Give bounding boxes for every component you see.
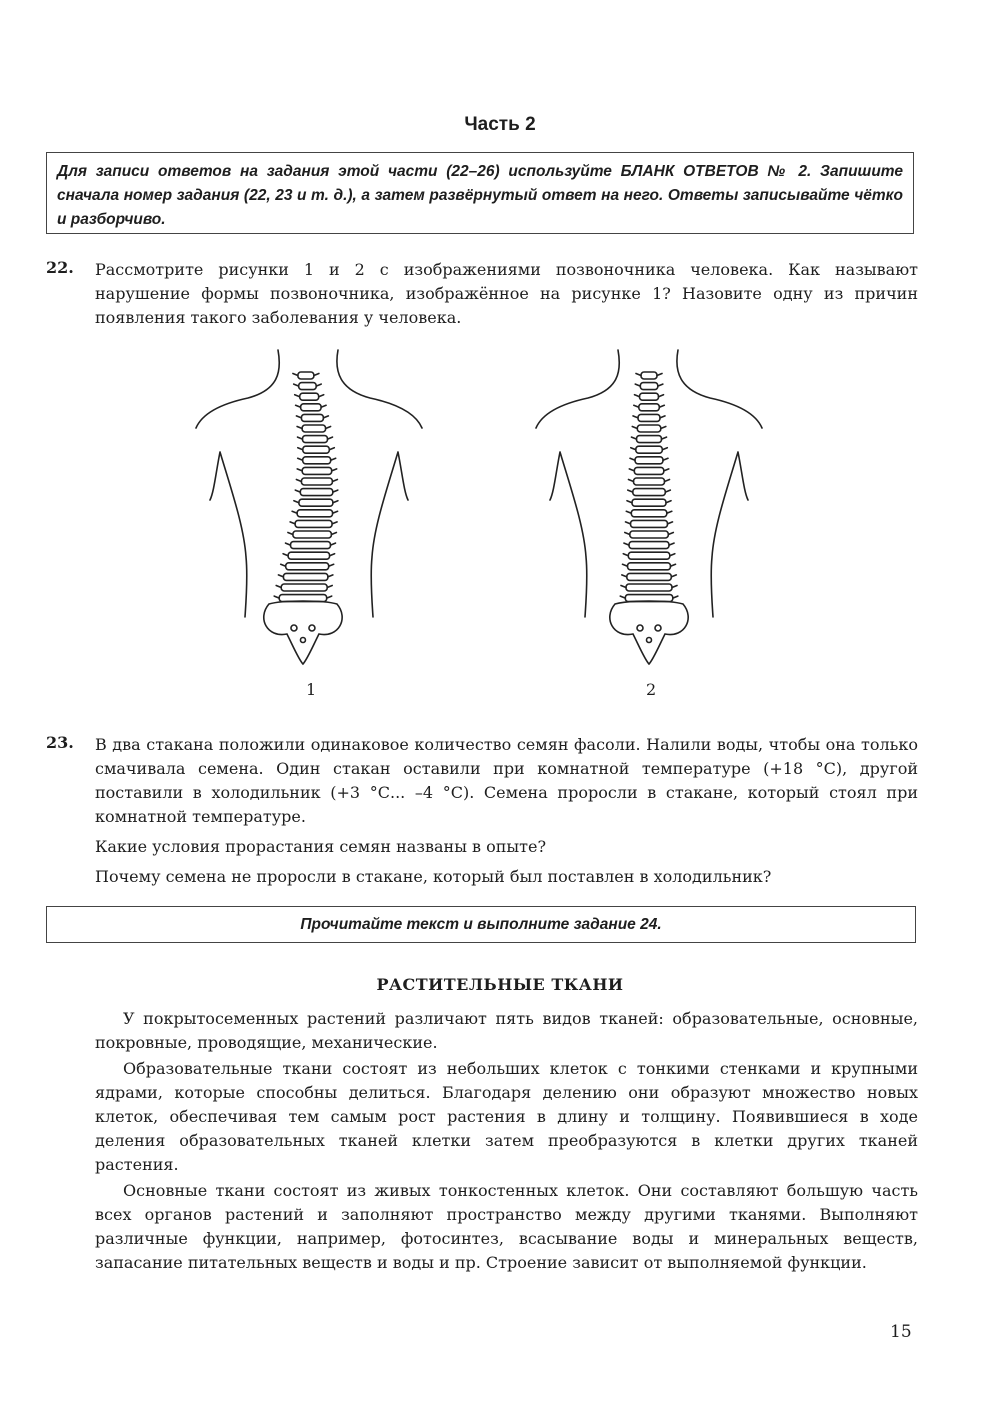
vertebra: [281, 584, 327, 591]
vertebra: [303, 446, 330, 453]
vertebra-process: [621, 586, 677, 588]
right-shoulder-outline: [677, 350, 762, 428]
vertebra: [628, 563, 671, 570]
vertebra-process: [295, 490, 338, 492]
vertebra-process: [620, 596, 678, 598]
vertebra: [628, 552, 670, 559]
passage-paragraph-1: У покрытосеменных растений различают пять видов тканей: образовательные, основные, покровные, проводящие, механические.: [95, 1009, 918, 1052]
vertebra: [637, 425, 661, 432]
vertebra: [636, 446, 663, 453]
question-22-number: 22.: [46, 258, 74, 277]
spine-figure-1: [190, 342, 430, 672]
vertebra: [302, 467, 332, 474]
vertebra: [300, 393, 319, 400]
vertebra: [288, 552, 330, 559]
vertebra: [295, 520, 332, 527]
question-23-text: [95, 733, 918, 889]
question-23-body: В два стакана положили одинаковое количество семян фасоли. Налили воды, чтобы она только смачивала семена. Один стакан оставили при комнатной температуре (+18 °С), другой поставили в холодильник (+3 °С... –4 °С). Семена проросли в стакане, который стоял при комнатной температуре.: [95, 735, 918, 826]
part-title: Часть 2: [464, 114, 536, 135]
vertebra-process: [623, 564, 676, 566]
vertebra: [637, 436, 662, 443]
pelvis: [264, 601, 342, 664]
question-23-number: 23.: [46, 733, 74, 752]
vertebra: [638, 414, 660, 421]
vertebra: [639, 404, 660, 411]
pelvis: [610, 601, 688, 664]
vertebra-process: [276, 586, 332, 588]
left-shoulder-outline: [536, 350, 619, 428]
vertebra: [297, 510, 333, 517]
vertebra-process: [292, 511, 338, 513]
vertebra: [303, 436, 328, 443]
vertebra: [631, 520, 668, 527]
figure-2-label: 2: [646, 680, 657, 699]
question-22-body: Рассмотрите рисунки 1 и 2 с изображениями позвоночника человека. Как называют нарушение формы позвоночника, изображённое на рисунке 1? Назовите одну из причин появления такого заболевания у человека.: [95, 260, 918, 327]
vertebra-process: [278, 575, 333, 577]
vertebra: [299, 383, 317, 390]
sacral-foramen: [637, 625, 643, 631]
vertebra: [641, 372, 657, 379]
right-torso-outline: [371, 452, 408, 617]
question-23-ask-1: Какие условия прорастания семян названы в опыте?: [95, 837, 547, 856]
vertebra: [301, 404, 322, 411]
passage-paragraph-3: Основные ткани состоят из живых тонкостенных клеток. Они составляют большую часть всех органов растений и заполняют пространство между другими тканями. Выполняют различные функции, например, фотосинтез, всасывание воды и минеральных веществ, запасание питательных веществ и воды и пр. Строение зависит от выполняемой функции.: [95, 1181, 918, 1272]
vertebra: [640, 383, 658, 390]
vertebra: [634, 467, 664, 474]
vertebra: [291, 542, 331, 549]
question-23-ask-2: Почему семена не проросли в стакане, который был поставлен в холодильник?: [95, 867, 772, 886]
vertebra-process: [294, 501, 338, 503]
right-shoulder-outline: [337, 350, 422, 428]
vertebra: [298, 372, 314, 379]
vertebra-process: [635, 384, 663, 386]
vertebra-process: [283, 554, 335, 556]
left-shoulder-outline: [196, 350, 279, 428]
vertebra-process: [628, 490, 671, 492]
sacral-foramen: [309, 625, 315, 631]
question-22-text: [95, 258, 918, 330]
vertebra-process: [626, 511, 672, 513]
vertebra: [286, 563, 329, 570]
vertebra: [293, 531, 332, 538]
vertebra-process: [627, 501, 671, 503]
vertebra-process: [296, 480, 337, 482]
vertebra: [627, 573, 672, 580]
section-title: РАСТИТЕЛЬНЫЕ ТКАНИ: [376, 975, 624, 994]
vertebra: [640, 393, 659, 400]
vertebra: [626, 584, 672, 591]
passage: [95, 1007, 918, 1275]
vertebra-process: [286, 543, 336, 545]
vertebra-process: [625, 533, 674, 535]
vertebra: [303, 457, 331, 464]
vertebra: [301, 414, 323, 421]
vertebra: [632, 499, 666, 506]
passage-paragraph-2: Образовательные ткани состоят из небольших клеток с тонкими стенками и крупными ядрами, которые способны делиться. Благодаря делению они образуют множество новых клеток, обеспечивая тем самым рост растения в длину и толщину. Появившиеся в ходе деления образовательных тканей клетки затем преобразуются в клетки других тканей растения.: [95, 1059, 918, 1174]
figure-1-label: 1: [306, 680, 317, 699]
vertebra-process: [288, 533, 337, 535]
sacral-foramen: [291, 625, 297, 631]
vertebra: [635, 457, 663, 464]
sacral-foramen: [647, 638, 652, 643]
sacral-foramen: [655, 625, 661, 631]
vertebra: [629, 542, 669, 549]
vertebra-process: [290, 522, 337, 524]
vertebra-process: [622, 575, 677, 577]
read-instruction-box: Прочитайте текст и выполните задание 24.: [46, 906, 916, 943]
vertebra: [299, 499, 333, 506]
vertebra: [283, 573, 328, 580]
left-torso-outline: [210, 452, 247, 617]
vertebra-process: [281, 564, 334, 566]
vertebra: [302, 425, 326, 432]
page-number: 15: [890, 1322, 912, 1342]
vertebra-process: [274, 596, 332, 598]
instructions-box: Для записи ответов на задания этой части (22–26) используйте БЛАНК ОТВЕТОВ № 2. Запишите сначала номер задания (22, 23 и т. д.), а затем развёрнутый ответ на него. Ответы записывайте чётко и разборчиво.: [46, 152, 914, 234]
right-torso-outline: [711, 452, 748, 617]
sacral-foramen: [300, 638, 305, 643]
vertebra-process: [626, 522, 673, 524]
vertebra-process: [623, 554, 675, 556]
vertebra: [300, 489, 333, 496]
vertebra-process: [636, 374, 662, 376]
vertebra: [633, 489, 666, 496]
vertebra-process: [629, 480, 670, 482]
vertebra: [301, 478, 332, 485]
spine-figure-2: [530, 342, 770, 672]
vertebra-process: [624, 543, 674, 545]
vertebra-process: [294, 384, 322, 386]
vertebra-process: [293, 374, 319, 376]
left-torso-outline: [550, 452, 587, 617]
vertebra: [634, 478, 665, 485]
vertebra: [630, 531, 669, 538]
vertebra: [631, 510, 667, 517]
